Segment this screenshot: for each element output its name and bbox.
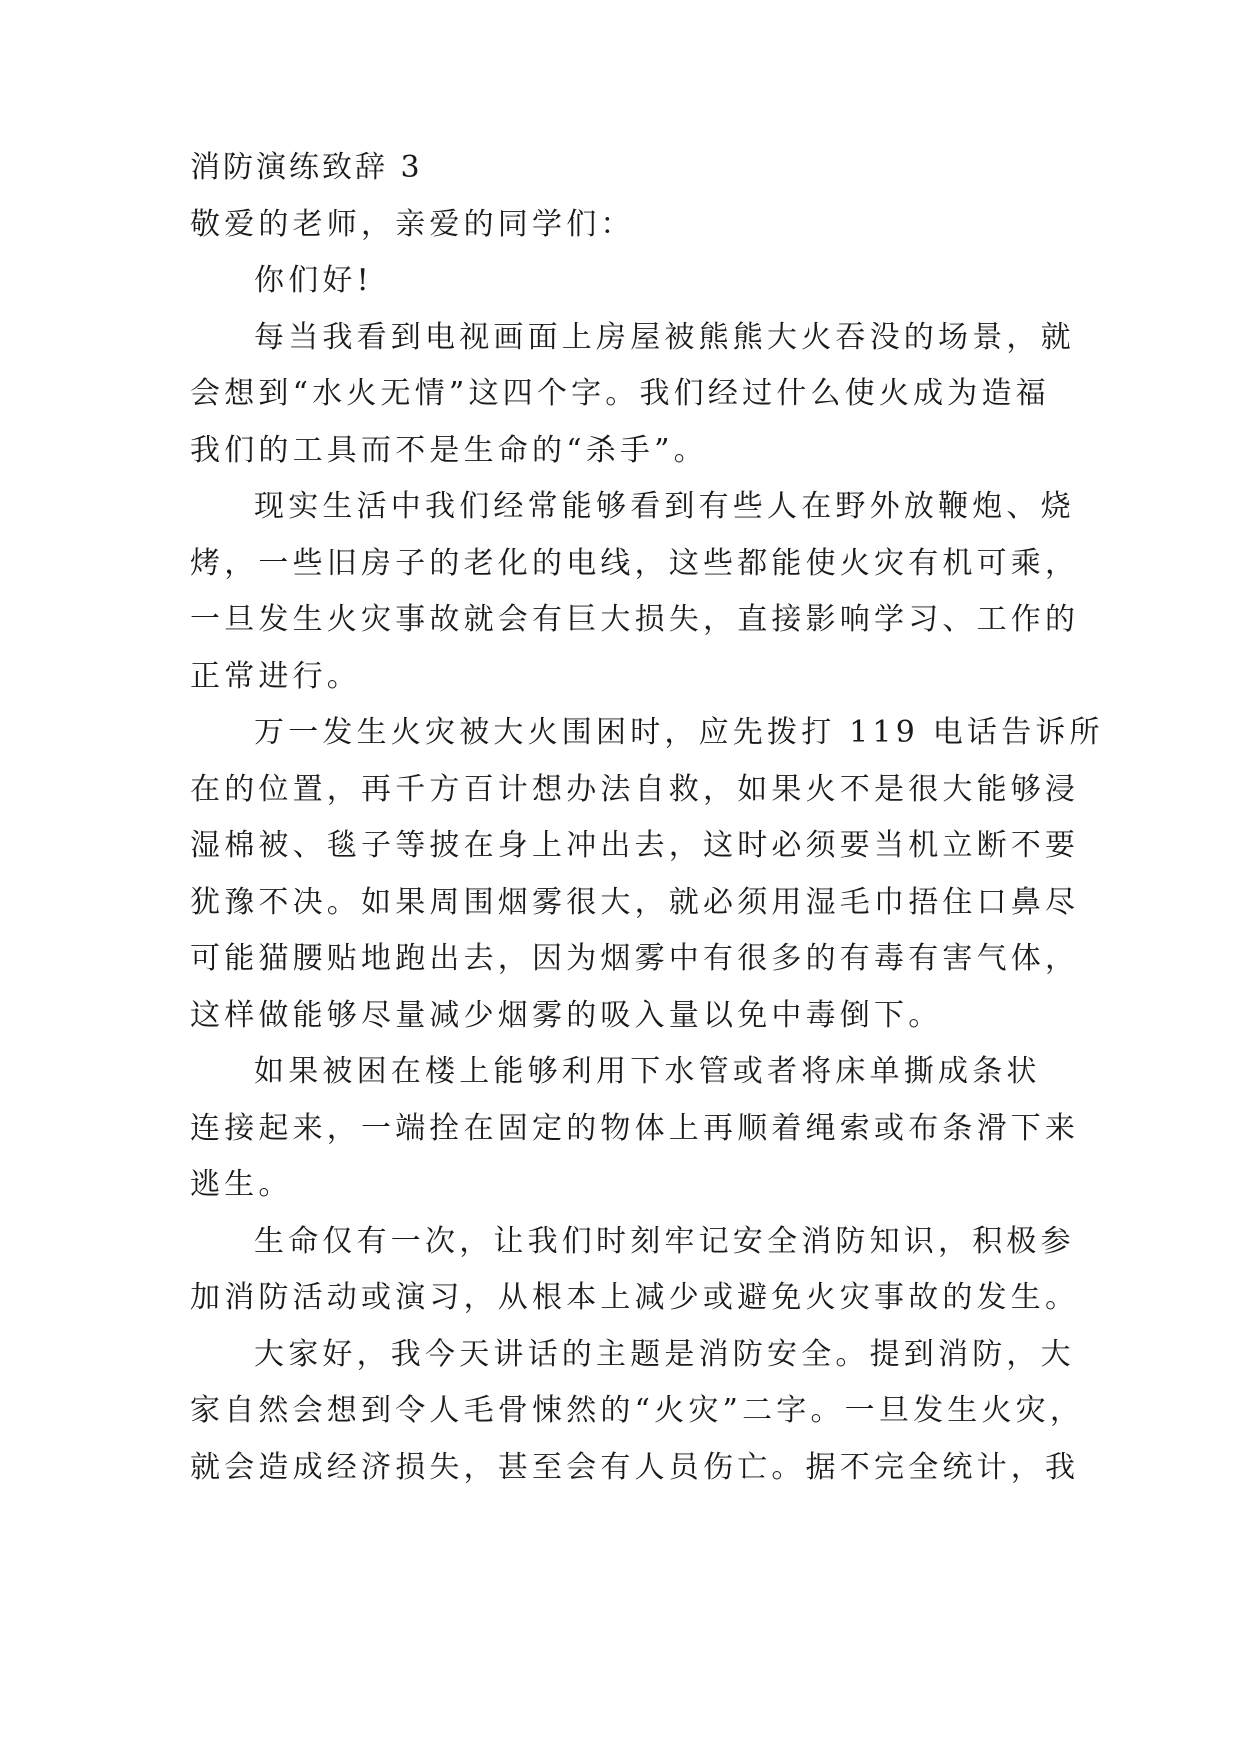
text-line: 在的位置，再千方百计想办法自救，如果火不是很大能够浸	[190, 771, 1080, 807]
text-line: 大家好，我今天讲话的主题是消防安全。提到消防，大	[254, 1336, 1075, 1372]
text-line: 就会造成经济损失，甚至会有人员伤亡。据不完全统计，我	[190, 1449, 1080, 1485]
text-line: 犹豫不决。如果周围烟雾很大，就必须用湿毛巾捂住口鼻尽	[190, 884, 1080, 920]
document-title: 消防演练致辞 3	[190, 150, 423, 185]
text-line: 加消防活动或演习，从根本上减少或避免火灾事故的发生。	[190, 1280, 1080, 1315]
body-text	[190, 253, 1104, 1496]
text-line: 逃生。	[190, 1167, 293, 1202]
text-line: 一旦发生火灾事故就会有巨大损失，直接影响学习、工作的	[190, 602, 1080, 637]
text-line: 如果被困在楼上能够利用下水管或者将床单撕成条状	[254, 1054, 1041, 1089]
text-line: 可能猫腰贴地跑出去，因为烟雾中有很多的有毒有害气体，	[190, 941, 1080, 976]
text-line: 湿棉被、毯子等披在身上冲出去，这时必须要当机立断不要	[190, 828, 1080, 863]
text-line: 这样做能够尽量减少烟雾的吸入量以免中毒倒下。	[190, 997, 943, 1033]
document-body	[190, 140, 1104, 1496]
text-line: 正常进行。	[190, 658, 361, 694]
text-line: 生命仅有一次，让我们时刻牢记安全消防知识，积极参	[254, 1223, 1075, 1259]
text-line: 我们的工具而不是生命的“杀手”。	[190, 432, 708, 468]
text-line: 家自然会想到令人毛骨悚然的“火灾”二字。一旦发生火灾，	[190, 1393, 1085, 1428]
text-line: 现实生活中我们经常能够看到有些人在野外放鞭炮、烧	[254, 489, 1075, 524]
text-line: 烤，一些旧房子的老化的电线，这些都能使火灾有机可乘，	[190, 545, 1080, 581]
text-line: 连接起来，一端拴在固定的物体上再顺着绳索或布条滑下来	[190, 1110, 1080, 1146]
text-line: 会想到“水火无情”这四个字。我们经过什么使火成为造福	[190, 376, 1050, 411]
salutation: 敬爱的老师，亲爱的同学们：	[190, 206, 635, 242]
text-line: 每当我看到电视画面上房屋被熊熊大火吞没的场景，就	[254, 319, 1075, 355]
text-line: 你们好!	[254, 263, 373, 298]
text-line: 万一发生火灾被大火围困时，应先拨打 119 电话告诉所	[254, 715, 1104, 750]
